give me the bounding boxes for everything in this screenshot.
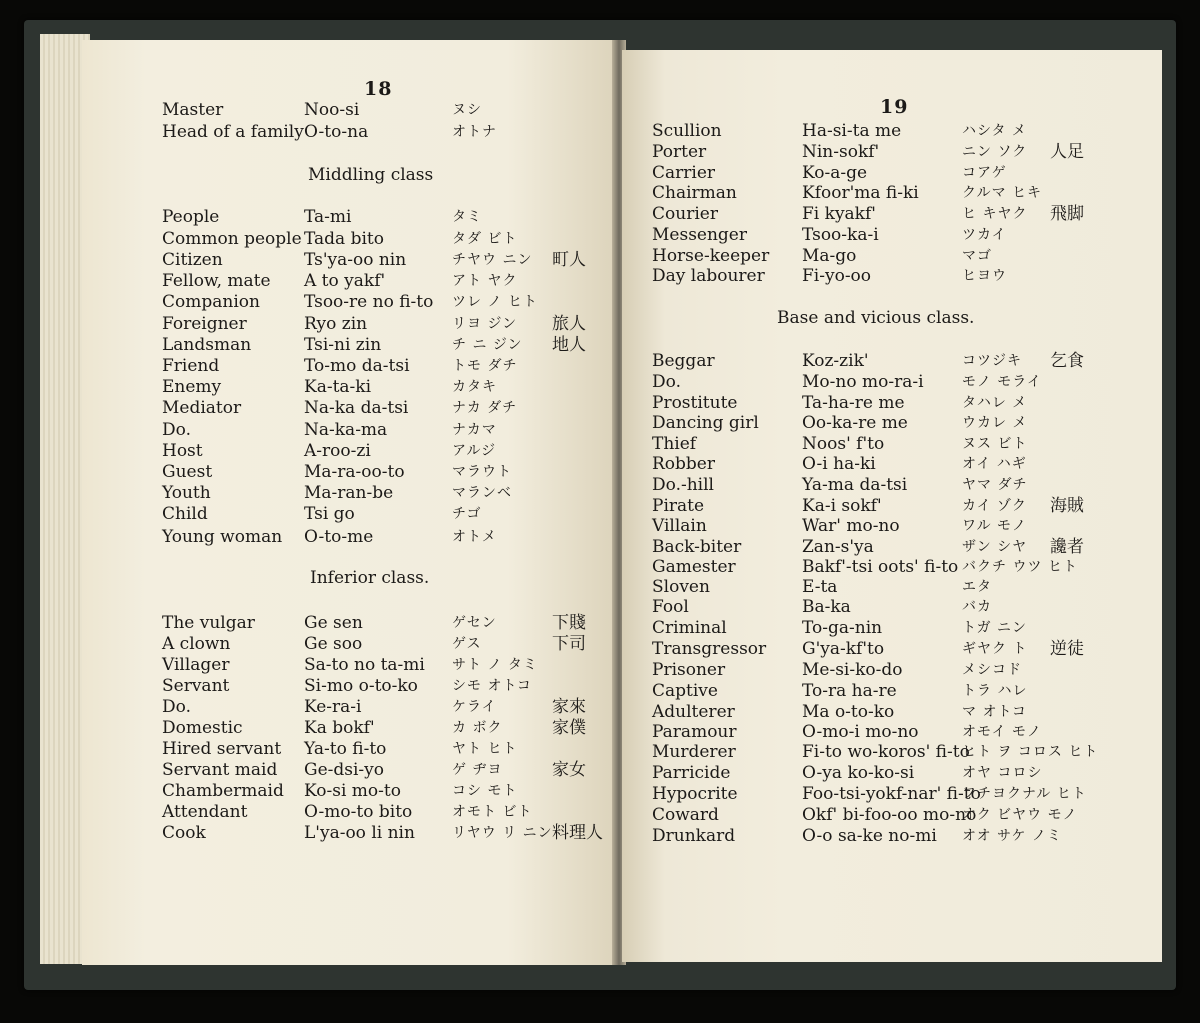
entry-row <box>652 204 1157 224</box>
entry-row <box>652 496 1157 516</box>
english-term: Transgressor <box>652 639 767 659</box>
romanized-japanese: O-to-me <box>304 527 374 547</box>
english-term: Domestic <box>162 718 243 738</box>
romanized-japanese: To-ga-nin <box>802 618 883 638</box>
english-term: Fool <box>652 597 689 617</box>
entry-row <box>652 826 1157 846</box>
katakana: カイ ゾク <box>962 498 1027 514</box>
katakana: カタキ <box>452 379 497 395</box>
katakana: オイ ハギ <box>962 456 1027 472</box>
katakana: タミ <box>452 209 482 225</box>
english-term: Servant <box>162 676 230 696</box>
entry-row <box>652 722 1157 742</box>
romanized-japanese: Si-mo o-to-ko <box>304 676 418 696</box>
english-term: Do. <box>162 420 191 440</box>
right-page <box>622 50 1162 962</box>
romanized-japanese: Ka-i sokf' <box>802 496 882 516</box>
entry-row <box>652 434 1157 454</box>
entry-row <box>652 393 1157 413</box>
section-heading: Middling class <box>308 165 434 185</box>
entry-row <box>162 377 614 397</box>
entry-row <box>652 475 1157 495</box>
entry-row <box>162 100 614 120</box>
romanized-japanese: Me-si-ko-do <box>802 660 903 680</box>
entry-row <box>652 639 1157 659</box>
entry-row <box>162 356 614 376</box>
romanized-japanese: Ta-ha-re me <box>802 393 905 413</box>
left-page <box>82 40 614 965</box>
romanized-japanese: Nin-sokf' <box>802 142 880 162</box>
katakana: コシ モト <box>452 783 518 799</box>
romanized-japanese: Ma-go <box>802 246 857 266</box>
romanized-japanese: Ma-ran-be <box>304 483 394 503</box>
katakana: アルジ <box>452 443 497 459</box>
entry-row <box>162 504 614 524</box>
romanized-japanese: Ka bokf' <box>304 718 375 738</box>
english-term: People <box>162 207 220 227</box>
romanized-japanese: L'ya-oo li nin <box>304 823 415 843</box>
romanized-japanese: Okf' bi-foo-oo mo-no <box>802 805 977 825</box>
entry-row <box>162 739 614 759</box>
katakana: ザン シヤ <box>962 539 1028 555</box>
english-term: Messenger <box>652 225 747 245</box>
english-term: Gamester <box>652 557 736 577</box>
katakana: ゲス <box>452 636 482 652</box>
entry-row <box>652 413 1157 433</box>
romanized-japanese: Fi kyakf' <box>802 204 876 224</box>
english-term: Hypocrite <box>652 784 738 804</box>
katakana: シモ オトコ <box>452 678 532 694</box>
entry-row <box>652 681 1157 701</box>
katakana: ハシタ メ <box>962 123 1027 139</box>
english-term: Host <box>162 441 203 461</box>
english-term: Do.-hill <box>652 475 714 495</box>
english-term: Landsman <box>162 335 252 355</box>
romanized-japanese: Ba-ka <box>802 597 851 617</box>
kanji: 旅人 <box>552 314 586 334</box>
romanized-japanese: Ge soo <box>304 634 363 654</box>
katakana: ゲ ヂヨ <box>452 762 503 778</box>
romanized-japanese: Ka-ta-ki <box>304 377 372 397</box>
entry-row <box>652 266 1157 286</box>
entry-row <box>162 207 614 227</box>
katakana: チヤウ ニン <box>452 252 533 268</box>
entry-row <box>652 597 1157 617</box>
kanji: 町人 <box>552 250 586 270</box>
katakana: タダ ビト <box>452 231 518 247</box>
romanized-japanese: O-to-na <box>304 122 369 142</box>
romanized-japanese: Ya-ma da-tsi <box>802 475 908 495</box>
katakana: マゴ <box>962 248 992 264</box>
entry-row <box>162 335 614 355</box>
romanized-japanese: Ts'ya-oo nin <box>304 250 407 270</box>
romanized-japanese: Ma-ra-oo-to <box>304 462 405 482</box>
romanized-japanese: Tsoo-ka-i <box>802 225 879 245</box>
english-term: Foreigner <box>162 314 247 334</box>
english-term: Coward <box>652 805 719 825</box>
entry-row <box>162 676 614 696</box>
english-term: Scullion <box>652 121 722 141</box>
english-term: Beggar <box>652 351 715 371</box>
katakana: ナカマ <box>452 422 497 438</box>
english-term: Porter <box>652 142 707 162</box>
katakana: チ ニ ジン <box>452 337 523 353</box>
romanized-japanese: E-ta <box>802 577 838 597</box>
section-heading: Base and vicious class. <box>777 308 975 328</box>
entry-row <box>652 618 1157 638</box>
entry-row <box>162 271 614 291</box>
entry-row <box>162 441 614 461</box>
romanized-japanese: O-o sa-ke no-mi <box>802 826 937 846</box>
english-term: Youth <box>162 483 211 503</box>
romanized-japanese: Na-ka da-tsi <box>304 398 409 418</box>
katakana: ヌシ <box>452 102 482 118</box>
kanji: 下司 <box>552 634 586 654</box>
entry-row <box>652 660 1157 680</box>
romanized-japanese: Ko-si mo-to <box>304 781 401 801</box>
entry-row <box>162 802 614 822</box>
english-term: Do. <box>162 697 191 717</box>
english-term: Companion <box>162 292 260 312</box>
katakana: エタ <box>962 579 992 595</box>
katakana: クルマ ヒキ <box>962 185 1043 201</box>
katakana: オオ サケ ノミ <box>962 828 1062 844</box>
english-term: Courier <box>652 204 718 224</box>
english-term: Drunkard <box>652 826 736 846</box>
entry-row <box>652 763 1157 783</box>
english-term: Villager <box>162 655 230 675</box>
english-term: Servant maid <box>162 760 278 780</box>
katakana: トモ ダチ <box>452 358 518 374</box>
english-term: Criminal <box>652 618 727 638</box>
katakana: ニン ソク <box>962 144 1028 160</box>
kanji: 逆徒 <box>1050 639 1084 659</box>
romanized-japanese: Zan-s'ya <box>802 537 874 557</box>
entry-row <box>162 760 614 780</box>
kanji: 乞食 <box>1050 351 1084 371</box>
entry-row <box>162 483 614 503</box>
entry-row <box>162 613 614 633</box>
english-term: Do. <box>652 372 681 392</box>
katakana: コツジキ <box>962 353 1022 369</box>
romanized-japanese: Tsi go <box>304 504 355 524</box>
katakana: チゴ <box>452 506 482 522</box>
romanized-japanese: Tsoo-re no fi-to <box>304 292 434 312</box>
katakana: ヒ キヤク <box>962 206 1028 222</box>
english-term: The vulgar <box>162 613 255 633</box>
katakana: ヒト ヲ コロス ヒト <box>962 744 1099 760</box>
romanized-japanese: Mo-no mo-ra-i <box>802 372 924 392</box>
english-term: Cook <box>162 823 206 843</box>
romanized-japanese: Ma o-to-ko <box>802 702 895 722</box>
romanized-japanese: War' mo-no <box>802 516 900 536</box>
english-term: Adulterer <box>652 702 735 722</box>
katakana: フチヨクナル ヒト <box>962 786 1087 802</box>
katakana: オトメ <box>452 529 497 545</box>
entry-row <box>162 718 614 738</box>
katakana: ツカイ <box>962 227 1007 243</box>
entry-row <box>652 246 1157 266</box>
romanized-japanese: O-ya ko-ko-si <box>802 763 915 783</box>
kanji: 家來 <box>552 697 586 717</box>
katakana: ケライ <box>452 699 497 715</box>
romanized-japanese: O-i ha-ki <box>802 454 876 474</box>
english-term: A clown <box>162 634 231 654</box>
english-term: Guest <box>162 462 213 482</box>
katakana: オヤ コロシ <box>962 765 1043 781</box>
katakana: アト ヤク <box>452 273 518 289</box>
katakana: オモト ビト <box>452 804 533 820</box>
entry-row <box>652 163 1157 183</box>
english-term: Dancing girl <box>652 413 759 433</box>
romanized-japanese: Tsi-ni zin <box>304 335 382 355</box>
kanji: 下賤 <box>552 613 586 633</box>
romanized-japanese: Oo-ka-re me <box>802 413 908 433</box>
entry-row <box>652 454 1157 474</box>
katakana: サト ノ タミ <box>452 657 538 673</box>
entry-row <box>162 823 614 843</box>
romanized-japanese: A-roo-zi <box>304 441 371 461</box>
romanized-japanese: To-mo da-tsi <box>304 356 410 376</box>
romanized-japanese: A to yakf' <box>304 271 386 291</box>
english-term: Hired servant <box>162 739 282 759</box>
entry-row <box>652 183 1157 203</box>
katakana: ヒヨウ <box>962 268 1007 284</box>
romanized-japanese: Ryo zin <box>304 314 368 334</box>
katakana: カ ボク <box>452 720 503 736</box>
romanized-japanese: Fi-yo-oo <box>802 266 872 286</box>
english-term: Horse-keeper <box>652 246 770 266</box>
english-term: Prostitute <box>652 393 738 413</box>
katakana: ゲセン <box>452 615 497 631</box>
katakana: オトナ <box>452 124 497 140</box>
english-term: Chambermaid <box>162 781 284 801</box>
katakana: オク ビヤウ モノ <box>962 807 1078 823</box>
english-term: Enemy <box>162 377 222 397</box>
katakana: コアゲ <box>962 165 1007 181</box>
page-number: 19 <box>880 96 909 118</box>
romanized-japanese: Bakf'-tsi oots' fi-to <box>802 557 959 577</box>
entry-row <box>162 781 614 801</box>
english-term: Friend <box>162 356 220 376</box>
romanized-japanese: Ke-ra-i <box>304 697 362 717</box>
romanized-japanese: Koz-zik' <box>802 351 869 371</box>
katakana: トガ ニン <box>962 620 1028 636</box>
romanized-japanese: Fi-to wo-koros' fi-to <box>802 742 970 762</box>
section-heading: Inferior class. <box>310 568 430 588</box>
kanji: 人足 <box>1050 142 1084 162</box>
katakana: ウカレ メ <box>962 415 1028 431</box>
katakana: ヤト ヒト <box>452 741 518 757</box>
english-term: Fellow, mate <box>162 271 271 291</box>
english-term: Young woman <box>162 527 283 547</box>
entry-row <box>162 292 614 312</box>
entry-row <box>162 527 614 547</box>
katakana: メシコド <box>962 662 1022 678</box>
entry-row <box>652 537 1157 557</box>
katakana: バクチ ウツ ヒト <box>962 559 1078 575</box>
entry-row <box>652 142 1157 162</box>
romanized-japanese: Ya-to fi-to <box>304 739 387 759</box>
english-term: Child <box>162 504 208 524</box>
entry-row <box>162 229 614 249</box>
english-term: Back-biter <box>652 537 742 557</box>
kanji: 家僕 <box>552 718 586 738</box>
katakana: ツレ ノ ヒト <box>452 294 538 310</box>
entry-row <box>162 420 614 440</box>
romanized-japanese: O-mo-to bito <box>304 802 413 822</box>
english-term: Villain <box>652 516 707 536</box>
english-term: Day labourer <box>652 266 765 286</box>
english-term: Master <box>162 100 224 120</box>
entry-row <box>162 250 614 270</box>
katakana: ヤマ ダチ <box>962 477 1028 493</box>
entry-row <box>162 398 614 418</box>
romanized-japanese: G'ya-kf'to <box>802 639 885 659</box>
entry-row <box>652 557 1157 577</box>
english-term: Head of a family <box>162 122 304 142</box>
romanized-japanese: Ge-dsi-yo <box>304 760 385 780</box>
entry-row <box>162 655 614 675</box>
english-term: Murderer <box>652 742 736 762</box>
entry-row <box>652 225 1157 245</box>
english-term: Carrier <box>652 163 716 183</box>
katakana: ヌス ビト <box>962 436 1028 452</box>
romanized-japanese: To-ra ha-re <box>802 681 897 701</box>
english-term: Chairman <box>652 183 737 203</box>
entry-row <box>652 351 1157 371</box>
entry-row <box>652 805 1157 825</box>
katakana: リヤウ リ ニン <box>452 825 553 841</box>
entry-row <box>652 742 1157 762</box>
english-term: Parricide <box>652 763 731 783</box>
entry-row <box>162 122 614 142</box>
romanized-japanese: O-mo-i mo-no <box>802 722 919 742</box>
kanji: 地人 <box>552 335 586 355</box>
entry-row <box>652 702 1157 722</box>
katakana: ナカ ダチ <box>452 400 518 416</box>
katakana: トラ ハレ <box>962 683 1028 699</box>
english-term: Sloven <box>652 577 710 597</box>
english-term: Pirate <box>652 496 705 516</box>
katakana: タハレ メ <box>962 395 1028 411</box>
entry-row <box>162 462 614 482</box>
entry-row <box>162 314 614 334</box>
kanji: 飛脚 <box>1050 204 1084 224</box>
katakana: マ オトコ <box>962 704 1027 720</box>
entry-row <box>652 121 1157 141</box>
katakana: ギヤク ト <box>962 641 1028 657</box>
entry-row <box>162 697 614 717</box>
kanji: 料理人 <box>552 823 603 843</box>
entry-row <box>652 372 1157 392</box>
entry-row <box>652 784 1157 804</box>
english-term: Citizen <box>162 250 223 270</box>
romanized-japanese: Ta-mi <box>304 207 352 227</box>
english-term: Robber <box>652 454 715 474</box>
romanized-japanese: Noo-si <box>304 100 360 120</box>
entry-row <box>652 516 1157 536</box>
english-term: Prisoner <box>652 660 726 680</box>
entry-row <box>652 577 1157 597</box>
english-term: Thief <box>652 434 697 454</box>
katakana: モノ モライ <box>962 374 1042 390</box>
romanized-japanese: Na-ka-ma <box>304 420 388 440</box>
romanized-japanese: Ko-a-ge <box>802 163 868 183</box>
katakana: バカ <box>962 599 992 615</box>
romanized-japanese: Ge sen <box>304 613 363 633</box>
romanized-japanese: Ha-si-ta me <box>802 121 902 141</box>
entry-row <box>162 634 614 654</box>
katakana: オモイ モノ <box>962 724 1042 740</box>
english-term: Attendant <box>162 802 248 822</box>
english-term: Mediator <box>162 398 242 418</box>
romanized-japanese: Sa-to no ta-mi <box>304 655 425 675</box>
katakana: マラウト <box>452 464 512 480</box>
katakana: ワル モノ <box>962 518 1027 534</box>
english-term: Captive <box>652 681 718 701</box>
katakana: リヨ ジン <box>452 316 518 332</box>
english-term: Paramour <box>652 722 737 742</box>
romanized-japanese: Tada bito <box>304 229 384 249</box>
kanji: 家女 <box>552 760 586 780</box>
romanized-japanese: Kfoor'ma fi-ki <box>802 183 919 203</box>
kanji: 讒者 <box>1050 537 1084 557</box>
katakana: マランベ <box>452 485 512 501</box>
english-term: Common people <box>162 229 302 249</box>
kanji: 海賊 <box>1050 496 1084 516</box>
page-number: 18 <box>364 78 393 100</box>
romanized-japanese: Noos' f'to <box>802 434 885 454</box>
romanized-japanese: Foo-tsi-yokf-nar' fi-to <box>802 784 981 804</box>
